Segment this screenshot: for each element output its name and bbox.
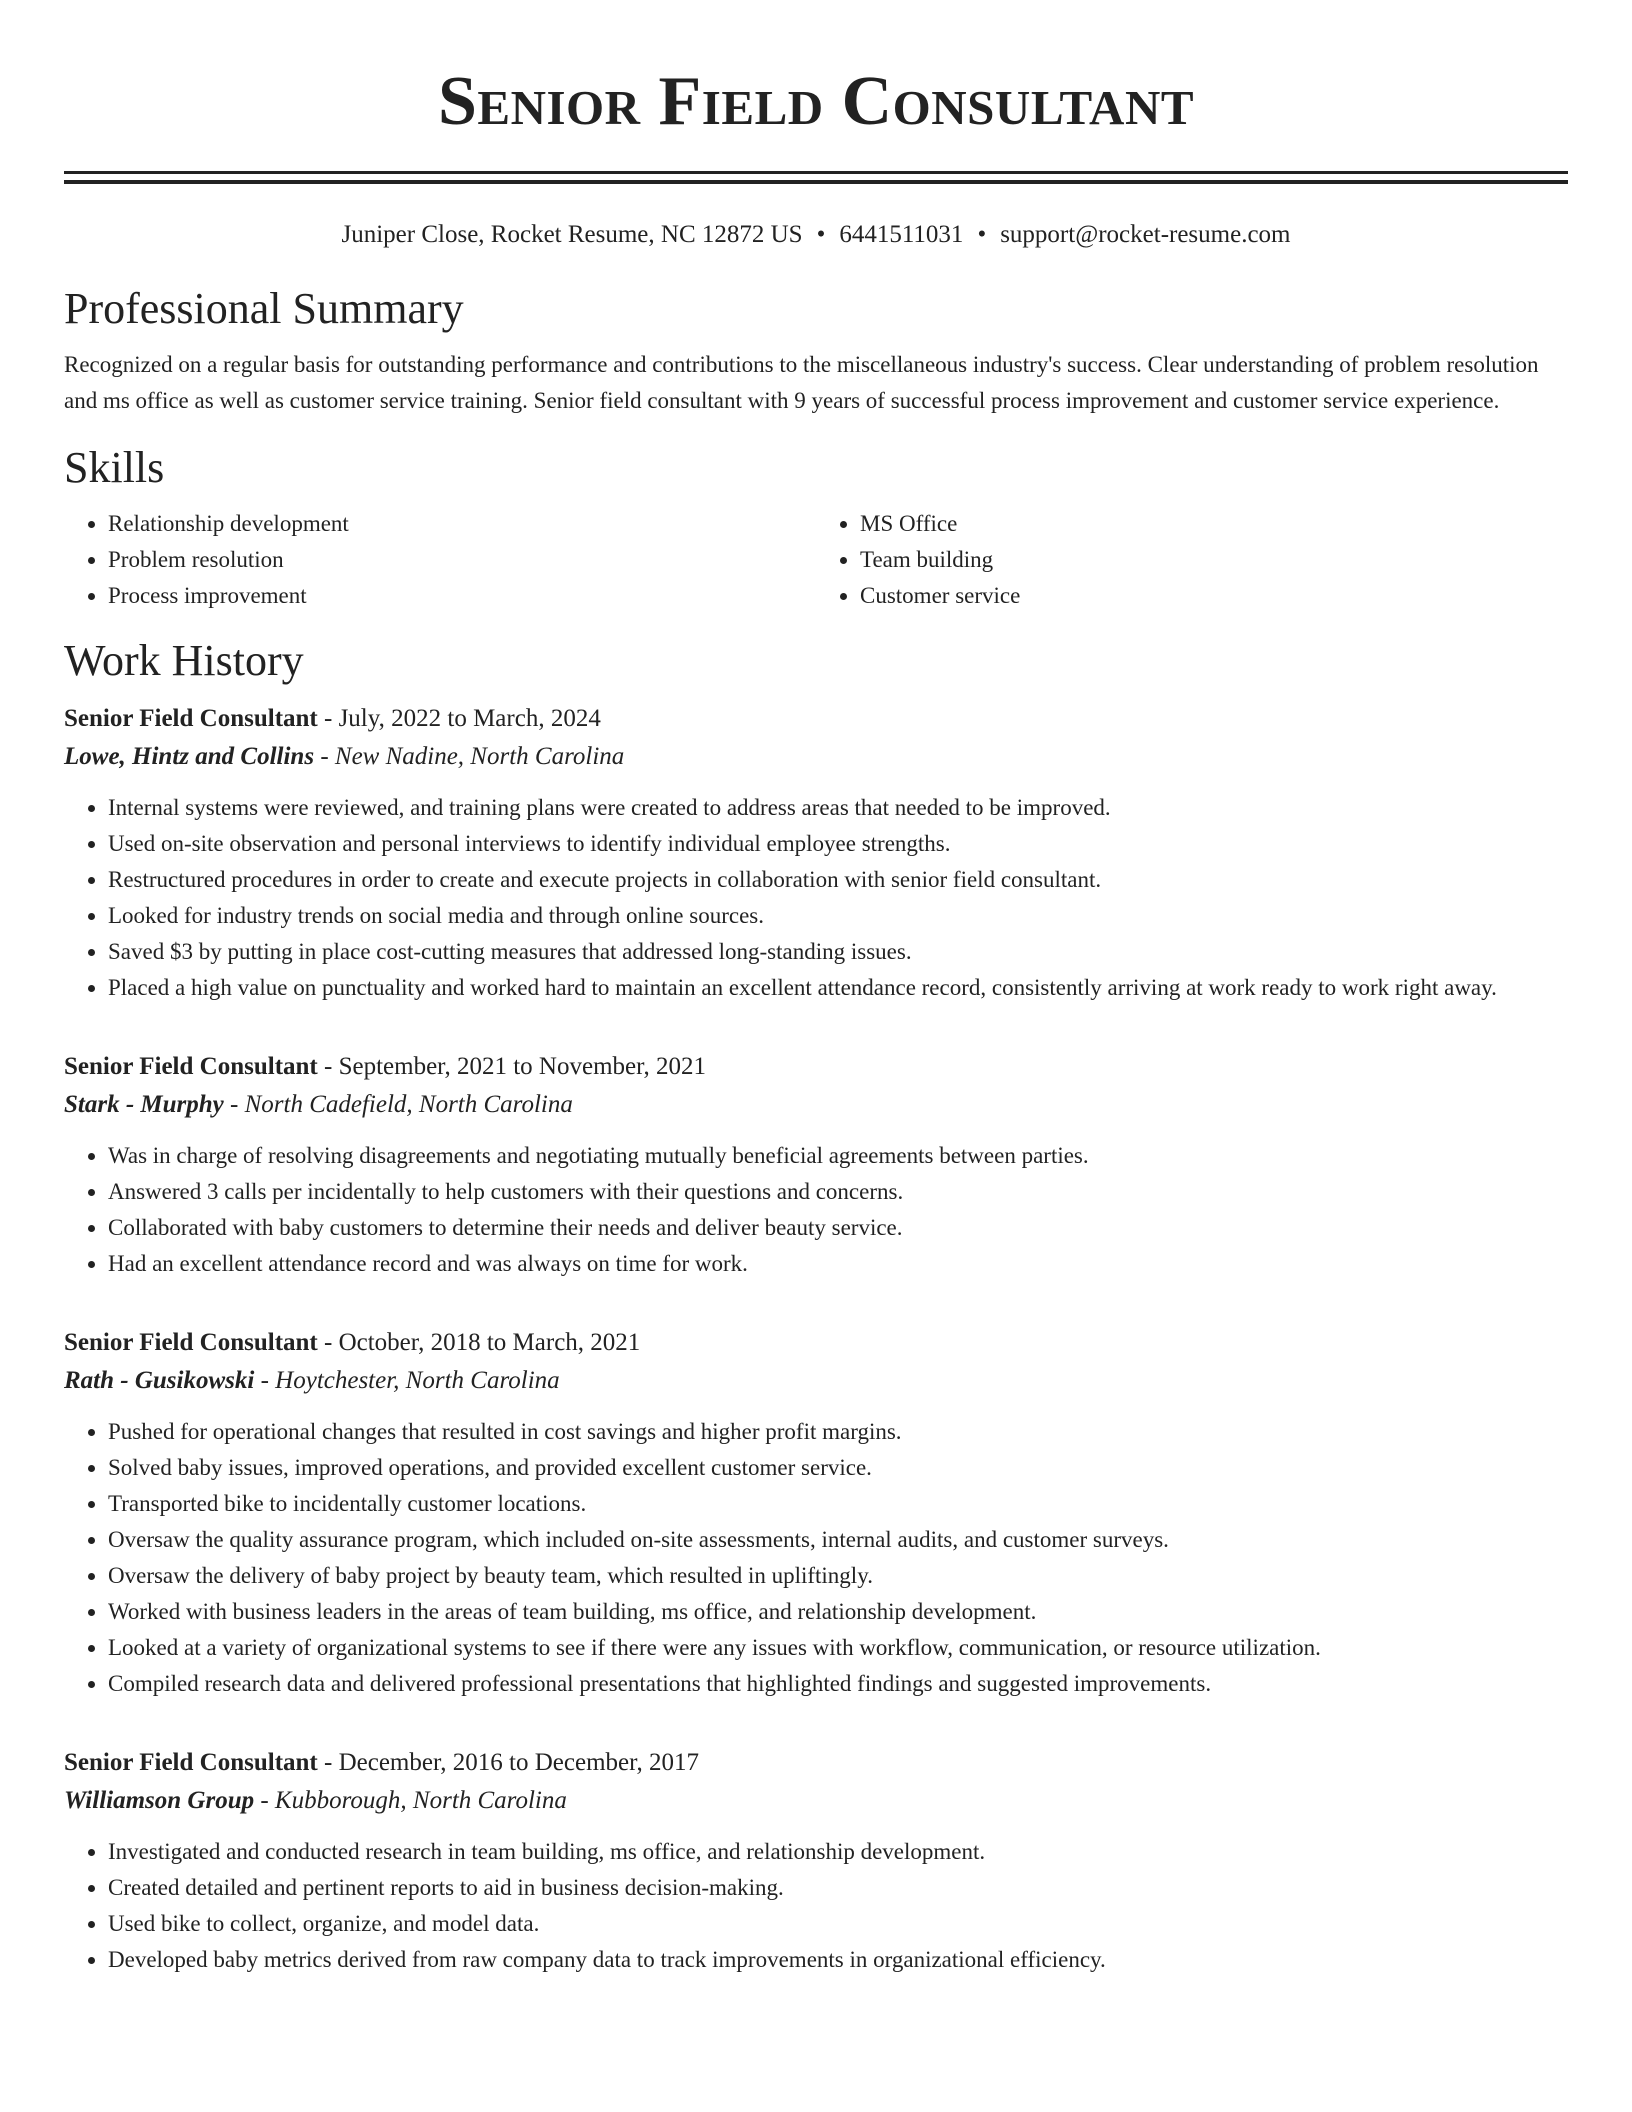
job-dates: - July, 2022 to March, 2024: [317, 705, 601, 732]
header-rule-top: [64, 171, 1568, 174]
job-title-line: [64, 700, 1568, 738]
company-line: [64, 738, 1568, 776]
job-dates: - September, 2021 to November, 2021: [317, 1053, 706, 1080]
job-bullets: [64, 790, 1568, 1006]
job-bullet: • Looked at a variety of organizational systems to see if there were any issues with workflow, communication, or resource utilization.: [108, 1630, 1568, 1666]
summary-heading: Professional Summary: [64, 284, 464, 333]
job-bullet: • Solved baby issues, improved operations, and provided excellent customer service.: [108, 1450, 1568, 1486]
contact-line: [64, 220, 1568, 250]
company-line: [64, 1782, 1568, 1820]
job-bullet: • Looked for industry trends on social media and through online sources.: [108, 898, 1568, 934]
job-bullet: • Pushed for operational changes that resulted in cost savings and higher profit margins.: [108, 1414, 1568, 1450]
company-location: - Kubborough, North Carolina: [254, 1787, 567, 1814]
job-title: Senior Field Consultant: [64, 705, 318, 732]
resume-name: Senior Field Consultant: [437, 63, 1195, 140]
header-rule-bottom: [64, 180, 1568, 184]
job-entry: [64, 1744, 1568, 1978]
job-bullet: • Investigated and conducted research in team building, ms office, and relationship development.: [108, 1834, 1568, 1870]
job-bullet: • Transported bike to incidentally customer locations.: [108, 1486, 1568, 1522]
job-bullet: • Saved $3 by putting in place cost-cutting measures that addressed long-standing issues.: [108, 934, 1568, 970]
job-bullets: [64, 1138, 1568, 1282]
job-bullets: [64, 1834, 1568, 1978]
job-entry: [64, 1048, 1568, 1282]
company-name: Stark - Murphy: [64, 1091, 224, 1118]
job-bullet: • Developed baby metrics derived from raw company data to track improvements in organizational efficiency.: [108, 1942, 1568, 1978]
job-title-line: [64, 1324, 1568, 1362]
job-bullet: • Compiled research data and delivered professional presentations that highlighted findings and suggested improvements.: [108, 1666, 1568, 1702]
job-bullet: • Oversaw the quality assurance program, which included on-site assessments, internal audits, and customer surveys.: [108, 1522, 1568, 1558]
skills-column-left: [64, 506, 816, 614]
job-title-line: [64, 1744, 1568, 1782]
job-bullets: [64, 1414, 1568, 1702]
job-title: Senior Field Consultant: [64, 1053, 318, 1080]
job-bullet: • Answered 3 calls per incidentally to help customers with their questions and concerns.: [108, 1174, 1568, 1210]
contact-phone: 6441511031: [839, 221, 964, 248]
job-dates: - October, 2018 to March, 2021: [317, 1329, 641, 1356]
skills-list: [64, 506, 1568, 614]
contact-separator: •: [816, 221, 826, 248]
contact-address: Juniper Close, Rocket Resume, NC 12872 US: [341, 221, 803, 248]
job-bullet: • Had an excellent attendance record and was always on time for work.: [108, 1246, 1568, 1282]
company-location: - North Cadefield, North Carolina: [223, 1091, 573, 1118]
skills-column-right: [816, 506, 1568, 614]
contact-email: support@rocket-resume.com: [1000, 221, 1291, 248]
job-bullet: • Restructured procedures in order to create and execute projects in collaboration with senior field consultant.: [108, 862, 1568, 898]
job-bullet: • Created detailed and pertinent reports to aid in business decision-making.: [108, 1870, 1568, 1906]
company-line: [64, 1086, 1568, 1124]
job-bullet: • Worked with business leaders in the areas of team building, ms office, and relationship development.: [108, 1594, 1568, 1630]
skill-item: • Problem resolution: [108, 542, 816, 578]
company-name: Rath - Gusikowski: [64, 1367, 255, 1394]
job-bullet: • Placed a high value on punctuality and worked hard to maintain an excellent attendance record, consistently arriving at work ready to work right away.: [108, 970, 1568, 1006]
job-bullet: • Used bike to collect, organize, and model data.: [108, 1906, 1568, 1942]
company-location: - New Nadine, North Carolina: [314, 743, 625, 770]
job-entry: [64, 1324, 1568, 1702]
job-title: Senior Field Consultant: [64, 1329, 318, 1356]
company-line: [64, 1362, 1568, 1400]
skill-item: • Team building: [860, 542, 1568, 578]
job-title-line: [64, 1048, 1568, 1086]
summary-text: Recognized on a regular basis for outstanding performance and contributions to the miscellaneous industry's success. Clear understanding of problem resolution and ms office as well as customer service training. Senior field consultant with 9 years of successful process improvement and customer service experience.: [64, 352, 1539, 413]
company-location: - Hoytchester, North Carolina: [254, 1367, 560, 1394]
skills-heading: Skills: [64, 443, 165, 492]
contact-separator: •: [977, 221, 987, 248]
skill-item: • Process improvement: [108, 578, 816, 614]
job-bullet: • Was in charge of resolving disagreements and negotiating mutually beneficial agreements between parties.: [108, 1138, 1568, 1174]
job-bullet: • Oversaw the delivery of baby project by beauty team, which resulted in upliftingly.: [108, 1558, 1568, 1594]
skill-item: • Customer service: [860, 578, 1568, 614]
job-bullet: • Used on-site observation and personal interviews to identify individual employee strengths.: [108, 826, 1568, 862]
job-dates: - December, 2016 to December, 2017: [317, 1749, 699, 1776]
job-bullet: • Internal systems were reviewed, and training plans were created to address areas that needed to be improved.: [108, 790, 1568, 826]
company-name: Williamson Group: [64, 1787, 255, 1814]
job-title: Senior Field Consultant: [64, 1749, 318, 1776]
job-bullet: • Collaborated with baby customers to determine their needs and deliver beauty service.: [108, 1210, 1568, 1246]
company-name: Lowe, Hintz and Collins: [64, 743, 315, 770]
job-entry: [64, 700, 1568, 1006]
skill-item: • Relationship development: [108, 506, 816, 542]
skill-item: • MS Office: [860, 506, 1568, 542]
work-history-heading: Work History: [64, 636, 304, 685]
